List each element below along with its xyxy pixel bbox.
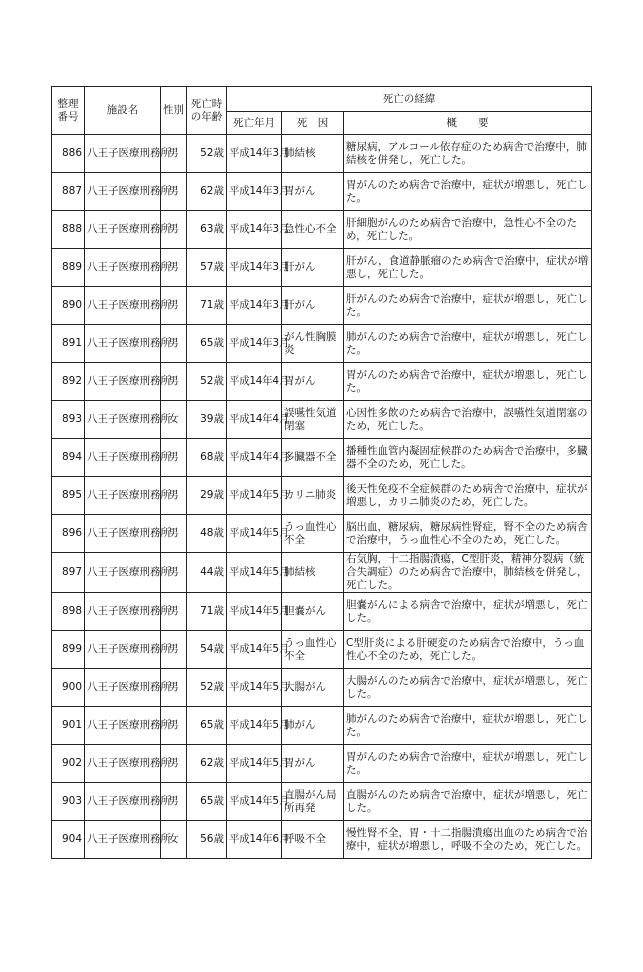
death-date: 平成14年5月 [227, 515, 282, 553]
age-at-death: 62歳 [187, 173, 227, 211]
facility-name: 八王子医療刑務所 [85, 515, 161, 553]
death-date: 平成14年3月 [227, 211, 282, 249]
facility-name: 八王子医療刑務所 [85, 287, 161, 325]
header-age: 死亡時の年齢 [187, 87, 227, 135]
table-row [52, 363, 592, 401]
cause-of-death: うっ血性心不全 [282, 631, 344, 669]
sex-cell: 男 [161, 439, 187, 477]
facility-name: 八王子医療刑務所 [85, 135, 161, 173]
table-row [52, 439, 592, 477]
row-number: 903 [52, 783, 85, 821]
age-at-death: 52歳 [187, 363, 227, 401]
summary-text: 脳出血，糖尿病，糖尿病性腎症，腎不全のため病舎で治療中，うっ血性心不全のため，死亡した。 [344, 515, 592, 553]
table-row [52, 593, 592, 631]
age-at-death: 29歳 [187, 477, 227, 515]
summary-text: 慢性腎不全，胃・十二指腸潰瘍出血のため病舎で治療中，症状が増悪し，呼吸不全のため，死亡した。 [344, 821, 592, 859]
table-row [52, 325, 592, 363]
death-date: 平成14年4月 [227, 363, 282, 401]
summary-text: 肺がんのため病舎で治療中，症状が増悪し，死亡した。 [344, 707, 592, 745]
cause-of-death: 肝がん [282, 249, 344, 287]
row-number: 887 [52, 173, 85, 211]
header-cause: 死 因 [282, 112, 344, 135]
summary-text: 心因性多飲のため病舎で治療中，誤嚥性気道閉塞のため，死亡した。 [344, 401, 592, 439]
sex-cell: 男 [161, 249, 187, 287]
cause-of-death: 胆嚢がん [282, 593, 344, 631]
table-row [52, 401, 592, 439]
death-date: 平成14年5月 [227, 783, 282, 821]
cause-of-death: がん性胸膜炎 [282, 325, 344, 363]
facility-name: 八王子医療刑務所 [85, 249, 161, 287]
row-number: 902 [52, 745, 85, 783]
row-number: 890 [52, 287, 85, 325]
facility-name: 八王子医療刑務所 [85, 211, 161, 249]
table-row [52, 515, 592, 553]
cause-of-death: 肺結核 [282, 135, 344, 173]
sex-cell: 男 [161, 515, 187, 553]
table-row [52, 821, 592, 859]
sex-cell: 男 [161, 211, 187, 249]
sex-cell: 女 [161, 401, 187, 439]
header-number: 整理番号 [52, 87, 85, 135]
table-row [52, 707, 592, 745]
age-at-death: 52歳 [187, 135, 227, 173]
summary-text: 胃がんのため病舎で治療中，症状が増悪し，死亡した。 [344, 173, 592, 211]
age-at-death: 57歳 [187, 249, 227, 287]
summary-text: 右気胸，十二指腸潰瘍，C型肝炎，精神分裂病（統合失調症）のため病舎で治療中，肺結核を併発し，死亡した。 [344, 553, 592, 593]
death-date: 平成14年3月 [227, 325, 282, 363]
death-date: 平成14年5月 [227, 477, 282, 515]
sex-cell: 男 [161, 631, 187, 669]
facility-name: 八王子医療刑務所 [85, 477, 161, 515]
table-row [52, 287, 592, 325]
age-at-death: 62歳 [187, 745, 227, 783]
sex-cell: 男 [161, 135, 187, 173]
age-at-death: 65歳 [187, 325, 227, 363]
summary-text: 胃がんのため病舎で治療中，症状が増悪し，死亡した。 [344, 745, 592, 783]
cause-of-death: 呼吸不全 [282, 821, 344, 859]
cause-of-death: 誤嚥性気道閉塞 [282, 401, 344, 439]
row-number: 893 [52, 401, 85, 439]
facility-name: 八王子医療刑務所 [85, 631, 161, 669]
sex-cell: 男 [161, 325, 187, 363]
cause-of-death: うっ血性心不全 [282, 515, 344, 553]
death-date: 平成14年5月 [227, 745, 282, 783]
age-at-death: 68歳 [187, 439, 227, 477]
row-number: 901 [52, 707, 85, 745]
row-number: 891 [52, 325, 85, 363]
table-row [52, 745, 592, 783]
row-number: 897 [52, 553, 85, 593]
cause-of-death: 肝がん [282, 287, 344, 325]
sex-cell: 男 [161, 363, 187, 401]
cause-of-death: 急性心不全 [282, 211, 344, 249]
summary-text: 大腸がんのため病舎で治療中，症状が増悪し，死亡した。 [344, 669, 592, 707]
sex-cell: 男 [161, 477, 187, 515]
death-date: 平成14年3月 [227, 173, 282, 211]
row-number: 895 [52, 477, 85, 515]
summary-text: 肺がんのため病舎で治療中，症状が増悪し，死亡した。 [344, 325, 592, 363]
header-date: 死亡年月 [227, 112, 282, 135]
age-at-death: 63歳 [187, 211, 227, 249]
age-at-death: 65歳 [187, 783, 227, 821]
age-at-death: 71歳 [187, 593, 227, 631]
row-number: 888 [52, 211, 85, 249]
table-row [52, 211, 592, 249]
table-row [52, 249, 592, 287]
summary-text: 肝がん，食道静脈瘤のため病舎で治療中，症状が増悪し，死亡した。 [344, 249, 592, 287]
summary-text: 直腸がんのため病舎で治療中，症状が増悪し，死亡した。 [344, 783, 592, 821]
cause-of-death: カリニ肺炎 [282, 477, 344, 515]
sex-cell: 男 [161, 553, 187, 593]
row-number: 892 [52, 363, 85, 401]
header-course: 死亡の経緯 [227, 87, 592, 112]
death-date: 平成14年5月 [227, 631, 282, 669]
summary-text: 胃がんのため病舎で治療中，症状が増悪し，死亡した。 [344, 363, 592, 401]
death-record-table [51, 86, 592, 859]
sex-cell: 男 [161, 593, 187, 631]
table-row [52, 631, 592, 669]
age-at-death: 65歳 [187, 707, 227, 745]
row-number: 899 [52, 631, 85, 669]
summary-text: 後天性免疫不全症候群のため病舎で治療中，症状が増悪し，カリニ肺炎のため，死亡した。 [344, 477, 592, 515]
age-at-death: 48歳 [187, 515, 227, 553]
death-date: 平成14年5月 [227, 669, 282, 707]
cause-of-death: 多臓器不全 [282, 439, 344, 477]
table-row [52, 477, 592, 515]
header-facility: 施設名 [85, 87, 161, 135]
summary-text: 肝細胞がんのため病舎で治療中，急性心不全のため，死亡した。 [344, 211, 592, 249]
death-date: 平成14年5月 [227, 593, 282, 631]
death-date: 平成14年3月 [227, 249, 282, 287]
death-date: 平成14年5月 [227, 707, 282, 745]
table-row [52, 783, 592, 821]
facility-name: 八王子医療刑務所 [85, 745, 161, 783]
facility-name: 八王子医療刑務所 [85, 669, 161, 707]
row-number: 896 [52, 515, 85, 553]
facility-name: 八王子医療刑務所 [85, 439, 161, 477]
cause-of-death: 大腸がん [282, 669, 344, 707]
sex-cell: 女 [161, 821, 187, 859]
summary-text: 糖尿病，アルコール依存症のため病舎で治療中，肺結核を併発し，死亡した。 [344, 135, 592, 173]
facility-name: 八王子医療刑務所 [85, 553, 161, 593]
table-row [52, 553, 592, 593]
cause-of-death: 直腸がん局所再発 [282, 783, 344, 821]
facility-name: 八王子医療刑務所 [85, 173, 161, 211]
sex-cell: 男 [161, 173, 187, 211]
table-row [52, 173, 592, 211]
cause-of-death: 胃がん [282, 363, 344, 401]
table-row [52, 135, 592, 173]
row-number: 900 [52, 669, 85, 707]
age-at-death: 39歳 [187, 401, 227, 439]
row-number: 898 [52, 593, 85, 631]
sex-cell: 男 [161, 707, 187, 745]
death-date: 平成14年6月 [227, 821, 282, 859]
age-at-death: 52歳 [187, 669, 227, 707]
sex-cell: 男 [161, 669, 187, 707]
cause-of-death: 肺結核 [282, 553, 344, 593]
death-date: 平成14年5月 [227, 553, 282, 593]
row-number: 886 [52, 135, 85, 173]
summary-text: 肝がんのため病舎で治療中，症状が増悪し，死亡した。 [344, 287, 592, 325]
death-date: 平成14年3月 [227, 287, 282, 325]
sex-cell: 男 [161, 745, 187, 783]
summary-text: 播種性血管内凝固症候群のため病舎で治療中，多臓器不全のため，死亡した。 [344, 439, 592, 477]
summary-text: 胆嚢がんによる病舎で治療中，症状が増悪し，死亡した。 [344, 593, 592, 631]
facility-name: 八王子医療刑務所 [85, 593, 161, 631]
facility-name: 八王子医療刑務所 [85, 363, 161, 401]
death-date: 平成14年4月 [227, 401, 282, 439]
row-number: 904 [52, 821, 85, 859]
row-number: 894 [52, 439, 85, 477]
facility-name: 八王子医療刑務所 [85, 401, 161, 439]
cause-of-death: 肺がん [282, 707, 344, 745]
row-number: 889 [52, 249, 85, 287]
death-date: 平成14年3月 [227, 135, 282, 173]
sex-cell: 男 [161, 287, 187, 325]
age-at-death: 54歳 [187, 631, 227, 669]
cause-of-death: 胃がん [282, 745, 344, 783]
facility-name: 八王子医療刑務所 [85, 325, 161, 363]
cause-of-death: 胃がん [282, 173, 344, 211]
summary-text: C型肝炎による肝硬変のため病舎で治療中，うっ血性心不全のため，死亡した。 [344, 631, 592, 669]
age-at-death: 71歳 [187, 287, 227, 325]
header-sex: 性別 [161, 87, 187, 135]
table-row [52, 669, 592, 707]
facility-name: 八王子医療刑務所 [85, 821, 161, 859]
facility-name: 八王子医療刑務所 [85, 783, 161, 821]
header-summary: 概 要 [344, 112, 592, 135]
sex-cell: 男 [161, 783, 187, 821]
age-at-death: 44歳 [187, 553, 227, 593]
facility-name: 八王子医療刑務所 [85, 707, 161, 745]
death-date: 平成14年4月 [227, 439, 282, 477]
age-at-death: 56歳 [187, 821, 227, 859]
